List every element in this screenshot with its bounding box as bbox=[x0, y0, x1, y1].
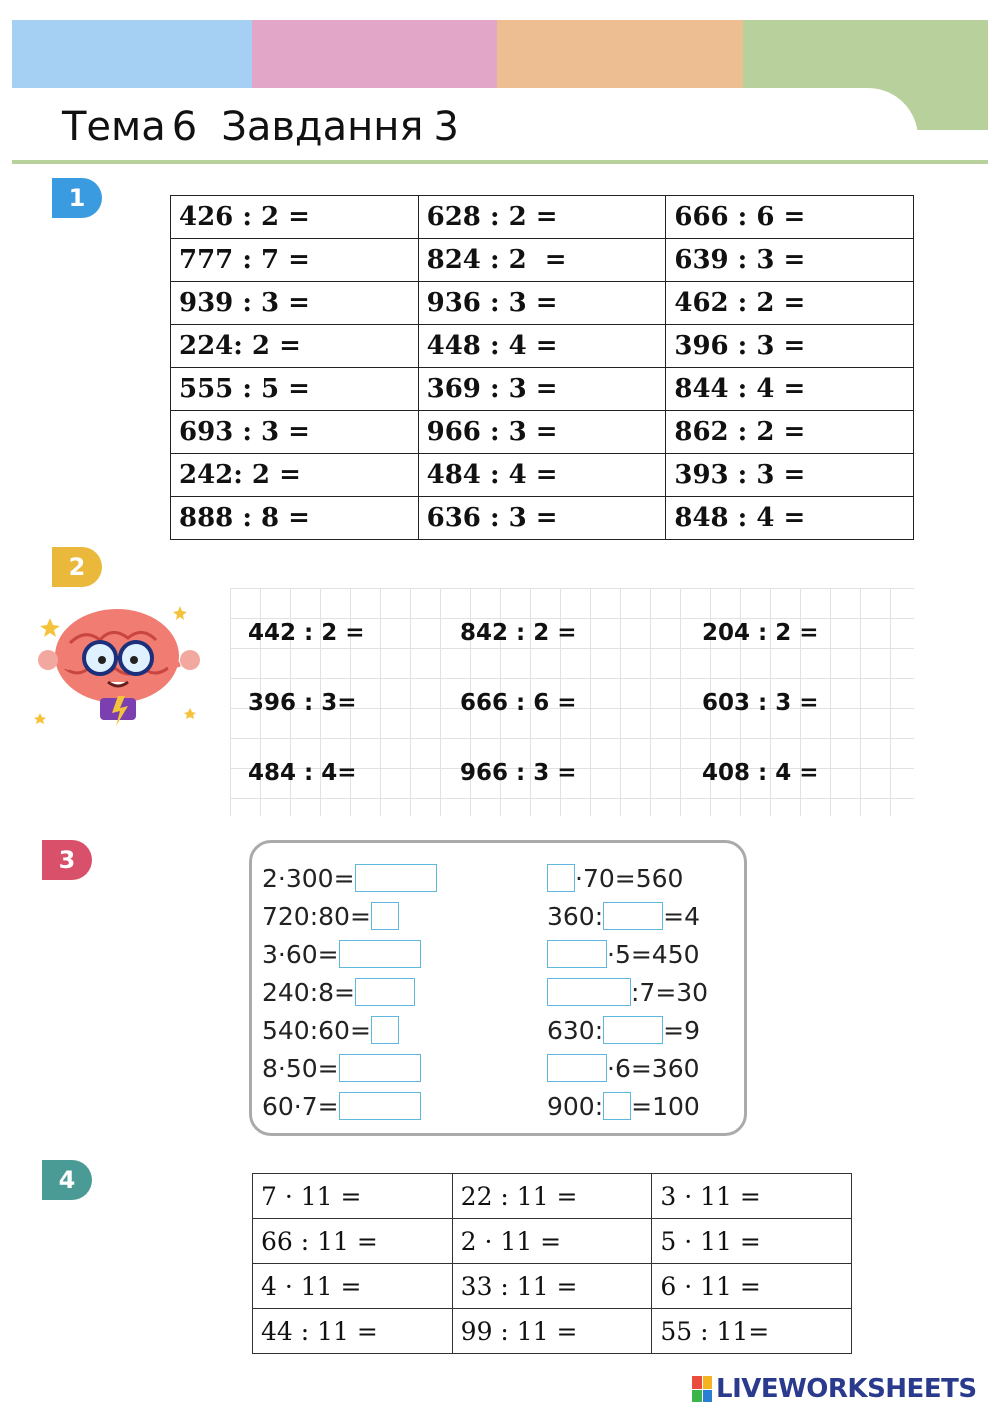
answer-box[interactable] bbox=[339, 940, 421, 968]
task1-row bbox=[171, 497, 914, 540]
task3-expression-part: =100 bbox=[631, 1091, 700, 1121]
task1-row bbox=[171, 196, 914, 239]
task3-left-row bbox=[262, 898, 399, 934]
answer-box[interactable] bbox=[355, 978, 415, 1006]
task1-cell[interactable]: 224: 2 = bbox=[171, 325, 419, 368]
task1-cell[interactable]: 848 : 4 = bbox=[666, 497, 914, 540]
task2-expression[interactable]: 484 : 4= bbox=[248, 760, 357, 786]
header-divider bbox=[12, 160, 988, 164]
task3-expression-part: 720:80= bbox=[262, 901, 371, 931]
task-word: Завдання bbox=[221, 104, 424, 150]
task1-cell[interactable]: 939 : 3 = bbox=[171, 282, 419, 325]
liveworksheets-logo-icon bbox=[692, 1376, 712, 1402]
task3-expression-part: ·70=560 bbox=[575, 863, 684, 893]
task4-cell[interactable]: 44 : 11 = bbox=[253, 1309, 453, 1354]
task1-cell[interactable]: 666 : 6 = bbox=[666, 196, 914, 239]
task3-left-row bbox=[262, 860, 437, 896]
answer-box[interactable] bbox=[339, 1054, 421, 1082]
task1-cell[interactable]: 777 : 7 = bbox=[171, 239, 419, 282]
task4-row bbox=[253, 1309, 852, 1354]
answer-box[interactable] bbox=[547, 864, 575, 892]
task1-cell[interactable]: 426 : 2 = bbox=[171, 196, 419, 239]
task4-row bbox=[253, 1264, 852, 1309]
answer-box[interactable] bbox=[339, 1092, 421, 1120]
task1-row bbox=[171, 368, 914, 411]
task3-expression-part: :7=30 bbox=[631, 977, 709, 1007]
task1-row bbox=[171, 325, 914, 368]
page-title bbox=[62, 104, 459, 150]
task3-expression-part: 8·50= bbox=[262, 1053, 339, 1083]
task1-cell[interactable]: 888 : 8 = bbox=[171, 497, 419, 540]
answer-box[interactable] bbox=[603, 1016, 663, 1044]
task3-expression-part: 60·7= bbox=[262, 1091, 339, 1121]
task1-cell[interactable]: 966 : 3 = bbox=[418, 411, 666, 454]
task3-expression-part: ·5=450 bbox=[607, 939, 700, 969]
task4-cell[interactable]: 4 · 11 = bbox=[253, 1264, 453, 1309]
task1-cell[interactable]: 396 : 3 = bbox=[666, 325, 914, 368]
task3-expression-part: 240:8= bbox=[262, 977, 355, 1007]
task-number: 3 bbox=[433, 104, 459, 150]
task3-expression-part: 540:60= bbox=[262, 1015, 371, 1045]
answer-box[interactable] bbox=[603, 902, 663, 930]
task2-expression[interactable]: 603 : 3 = bbox=[702, 690, 819, 716]
task1-cell[interactable]: 242: 2 = bbox=[171, 454, 419, 497]
task3-right-row bbox=[547, 974, 708, 1010]
answer-box[interactable] bbox=[371, 1016, 399, 1044]
header-band-orange bbox=[497, 20, 743, 88]
answer-box[interactable] bbox=[603, 1092, 631, 1120]
title-number: 6 bbox=[171, 104, 198, 150]
task1-cell[interactable]: 844 : 4 = bbox=[666, 368, 914, 411]
task4-cell[interactable]: 6 · 11 = bbox=[652, 1264, 852, 1309]
task1-cell[interactable]: 824 : 2 = bbox=[418, 239, 666, 282]
task3-left-row bbox=[262, 936, 421, 972]
task4-row bbox=[253, 1174, 852, 1219]
task-badge-2: 2 bbox=[52, 547, 102, 587]
task4-cell[interactable]: 22 : 11 = bbox=[452, 1174, 652, 1219]
task3-expression-part: 3·60= bbox=[262, 939, 339, 969]
task1-cell[interactable]: 936 : 3 = bbox=[418, 282, 666, 325]
task3-right-row bbox=[547, 1088, 700, 1124]
header-band-pink bbox=[252, 20, 497, 88]
task3-left-row bbox=[262, 1088, 421, 1124]
task4-table bbox=[252, 1173, 852, 1354]
task1-cell[interactable]: 448 : 4 = bbox=[418, 325, 666, 368]
task1-row bbox=[171, 239, 914, 282]
watermark-text: LIVEWORKSHEETS bbox=[716, 1374, 977, 1404]
task2-expression[interactable]: 666 : 6 = bbox=[460, 690, 577, 716]
task2-expression[interactable]: 204 : 2 = bbox=[702, 620, 819, 646]
task4-cell[interactable]: 2 · 11 = bbox=[452, 1219, 652, 1264]
header-band-blue bbox=[12, 20, 252, 88]
task1-cell[interactable]: 639 : 3 = bbox=[666, 239, 914, 282]
task4-cell[interactable]: 3 · 11 = bbox=[652, 1174, 852, 1219]
watermark bbox=[692, 1374, 977, 1404]
task1-cell[interactable]: 693 : 3 = bbox=[171, 411, 419, 454]
task3-right-row bbox=[547, 1050, 700, 1086]
task-badge-4: 4 bbox=[42, 1160, 92, 1200]
task3-left-row bbox=[262, 974, 415, 1010]
task2-expression[interactable]: 396 : 3= bbox=[248, 690, 357, 716]
task3-expression-part: =4 bbox=[663, 901, 700, 931]
task4-cell[interactable]: 33 : 11 = bbox=[452, 1264, 652, 1309]
task4-cell[interactable]: 99 : 11 = bbox=[452, 1309, 652, 1354]
task4-row bbox=[253, 1219, 852, 1264]
task2-expression[interactable]: 966 : 3 = bbox=[460, 760, 577, 786]
task2-expression[interactable]: 442 : 2 = bbox=[248, 620, 365, 646]
task3-expression-part: 900: bbox=[547, 1091, 604, 1121]
task3-right-row bbox=[547, 1012, 700, 1048]
task3-expression-part: 2·300= bbox=[262, 863, 355, 893]
task3-expression-part: 630: bbox=[547, 1015, 604, 1045]
task3-left-row bbox=[262, 1050, 421, 1086]
task1-row bbox=[171, 411, 914, 454]
task1-cell[interactable]: 369 : 3 = bbox=[418, 368, 666, 411]
task-badge-3: 3 bbox=[42, 840, 92, 880]
task2-expression[interactable]: 842 : 2 = bbox=[460, 620, 577, 646]
task3-right-row bbox=[547, 860, 683, 896]
task3-right-row bbox=[547, 936, 700, 972]
task1-row bbox=[171, 282, 914, 325]
task-badge-1: 1 bbox=[52, 178, 102, 218]
task1-cell[interactable]: 462 : 2 = bbox=[666, 282, 914, 325]
task3-left-row bbox=[262, 1012, 399, 1048]
task1-row bbox=[171, 454, 914, 497]
answer-box[interactable] bbox=[547, 940, 607, 968]
task4-cell[interactable]: 7 · 11 = bbox=[253, 1174, 453, 1219]
answer-box[interactable] bbox=[547, 1054, 607, 1082]
task1-cell[interactable]: 393 : 3 = bbox=[666, 454, 914, 497]
answer-box[interactable] bbox=[355, 864, 437, 892]
task1-cell[interactable]: 484 : 4 = bbox=[418, 454, 666, 497]
title-word: Тема bbox=[62, 104, 166, 150]
task2-expression[interactable]: 408 : 4 = bbox=[702, 760, 819, 786]
answer-box[interactable] bbox=[547, 978, 631, 1006]
task1-cell[interactable]: 862 : 2 = bbox=[666, 411, 914, 454]
task1-cell[interactable]: 628 : 2 = bbox=[418, 196, 666, 239]
task3-expression-part: 360: bbox=[547, 901, 604, 931]
task1-cell[interactable]: 636 : 3 = bbox=[418, 497, 666, 540]
task3-expression-part: =9 bbox=[663, 1015, 700, 1045]
task1-cell[interactable]: 555 : 5 = bbox=[171, 368, 419, 411]
task3-expression-part: ·6=360 bbox=[607, 1053, 700, 1083]
task1-table bbox=[170, 195, 914, 540]
task4-cell[interactable]: 55 : 11= bbox=[652, 1309, 852, 1354]
task4-cell[interactable]: 5 · 11 = bbox=[652, 1219, 852, 1264]
task4-cell[interactable]: 66 : 11 = bbox=[253, 1219, 453, 1264]
brain-icon bbox=[30, 598, 205, 738]
task3-right-row bbox=[547, 898, 700, 934]
answer-box[interactable] bbox=[371, 902, 399, 930]
